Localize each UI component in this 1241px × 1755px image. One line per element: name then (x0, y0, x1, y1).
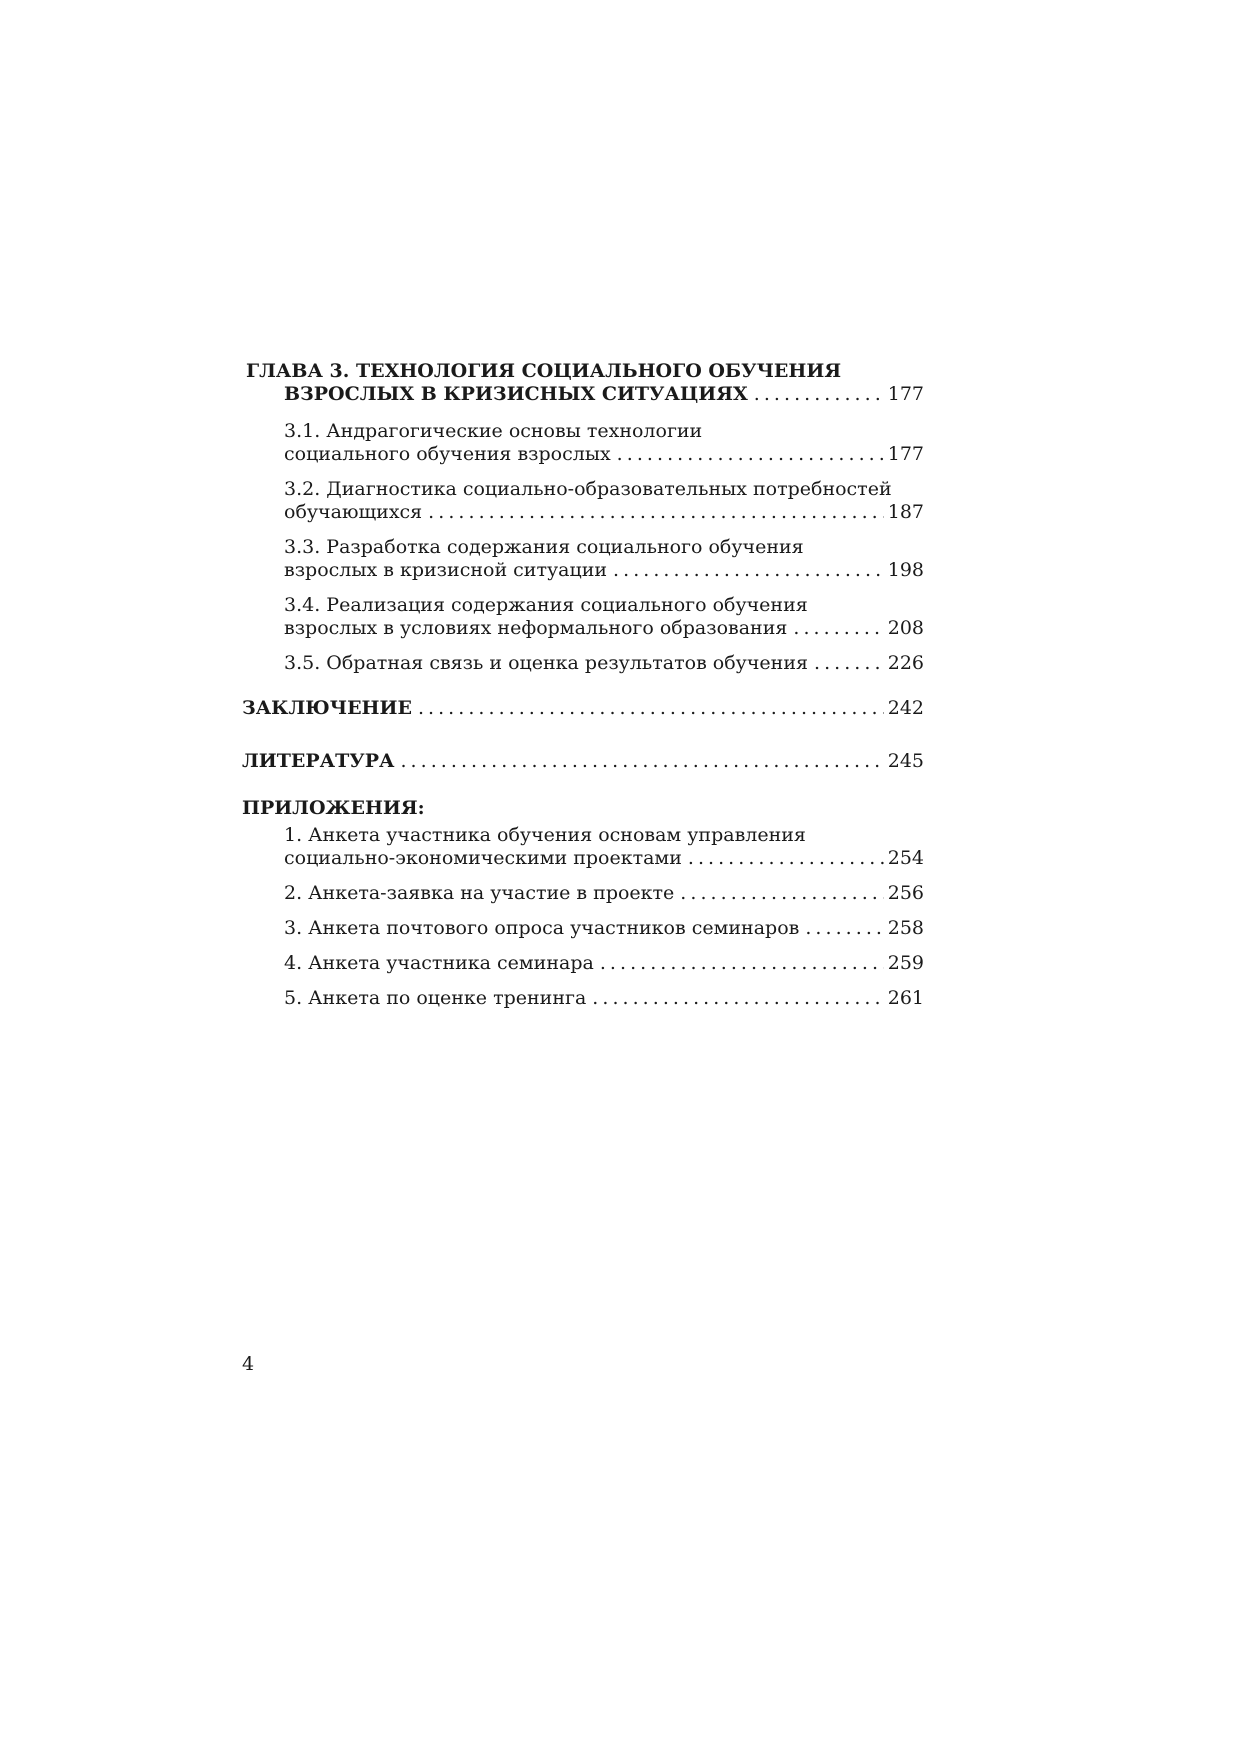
appendix-title-text: социально-экономическими проектами (284, 847, 682, 869)
appendix-page-number: 256 (887, 882, 924, 904)
appendix-title-line (284, 987, 924, 1010)
chapter-title-line1: ГЛАВА 3. ТЕХНОЛОГИЯ СОЦИАЛЬНОГО ОБУЧЕНИЯ (246, 360, 842, 382)
appendix-4 (242, 952, 924, 975)
section-title-line (284, 652, 924, 675)
appendix-title-text: 3. Анкета почтового опроса участников семинаров (284, 917, 800, 939)
page-number: 4 (242, 1353, 255, 1375)
appendix-page-number: 258 (887, 917, 924, 939)
section-title-line2 (284, 559, 924, 582)
chapter-3-entry (242, 360, 924, 406)
dot-leader (418, 697, 884, 720)
section-page-number: 198 (887, 559, 924, 581)
appendix-page-number: 259 (887, 952, 924, 974)
section-title-line2 (284, 443, 924, 466)
dot-leader (805, 917, 883, 940)
conclusion-label: ЗАКЛЮЧЕНИЕ (242, 697, 412, 719)
section-3-3 (242, 536, 924, 582)
appendix-title-text: 2. Анкета-заявка на участие в проекте (284, 882, 675, 904)
dot-leader (814, 652, 884, 675)
section-title-line2 (284, 501, 924, 524)
appendix-3 (242, 917, 924, 940)
chapter-title-text: ВЗРОСЛЫХ В КРИЗИСНЫХ СИТУАЦИЯХ (284, 383, 748, 405)
section-3-2 (242, 478, 924, 524)
section-title-line1: 3.1. Андрагогические основы технологии (284, 420, 703, 442)
conclusion-page-number: 242 (887, 697, 924, 719)
appendices-title: ПРИЛОЖЕНИЯ: (242, 797, 425, 819)
section-title-line1: 3.4. Реализация содержания социального обучения (284, 594, 808, 616)
section-title-text: 3.5. Обратная связь и оценка результатов обучения (284, 652, 808, 674)
dot-leader (592, 987, 883, 1010)
appendix-title-line1: 1. Анкета участника обучения основам управления (284, 824, 806, 846)
section-page-number: 208 (887, 617, 924, 639)
section-title-line1: 3.3. Разработка содержания социального обучения (284, 536, 804, 558)
appendix-title-line (284, 952, 924, 975)
dot-leader (613, 559, 884, 582)
appendix-title-line (284, 882, 924, 905)
section-page-number: 226 (887, 652, 924, 674)
section-title-line2 (284, 617, 924, 640)
literature-label: ЛИТЕРАТУРА (242, 750, 395, 772)
dot-leader (617, 443, 884, 466)
appendix-page-number: 261 (887, 987, 924, 1009)
section-3-4 (242, 594, 924, 640)
table-of-contents (242, 360, 924, 1022)
section-title-text: социального обучения взрослых (284, 443, 611, 465)
section-title-text: взрослых в условиях неформального образования (284, 617, 788, 639)
section-title-text: взрослых в кризисной ситуации (284, 559, 608, 581)
appendix-title-text: 5. Анкета по оценке тренинга (284, 987, 587, 1009)
section-title-line1: 3.2. Диагностика социально-образовательных потребностей (284, 478, 892, 500)
literature-entry (242, 750, 924, 773)
dot-leader (680, 882, 883, 905)
dot-leader (793, 617, 883, 640)
dot-leader (428, 501, 884, 524)
dot-leader (688, 847, 884, 870)
section-3-1 (242, 420, 924, 466)
dot-leader (600, 952, 884, 975)
dot-leader (400, 750, 883, 773)
appendix-title-text: 4. Анкета участника семинара (284, 952, 594, 974)
section-title-text: обучающихся (284, 501, 423, 523)
appendix-page-number: 254 (887, 847, 924, 869)
conclusion-entry (242, 697, 924, 720)
chapter-title-line2 (242, 383, 924, 406)
dot-leader (754, 383, 884, 406)
literature-page-number: 245 (887, 750, 924, 772)
appendix-1 (242, 824, 924, 870)
section-page-number: 177 (887, 443, 924, 465)
section-3-5 (242, 652, 924, 675)
appendix-title-line (284, 917, 924, 940)
appendix-5 (242, 987, 924, 1010)
appendix-title-line2 (284, 847, 924, 870)
appendix-2 (242, 882, 924, 905)
section-page-number: 187 (887, 501, 924, 523)
chapter-page-number: 177 (887, 383, 924, 405)
